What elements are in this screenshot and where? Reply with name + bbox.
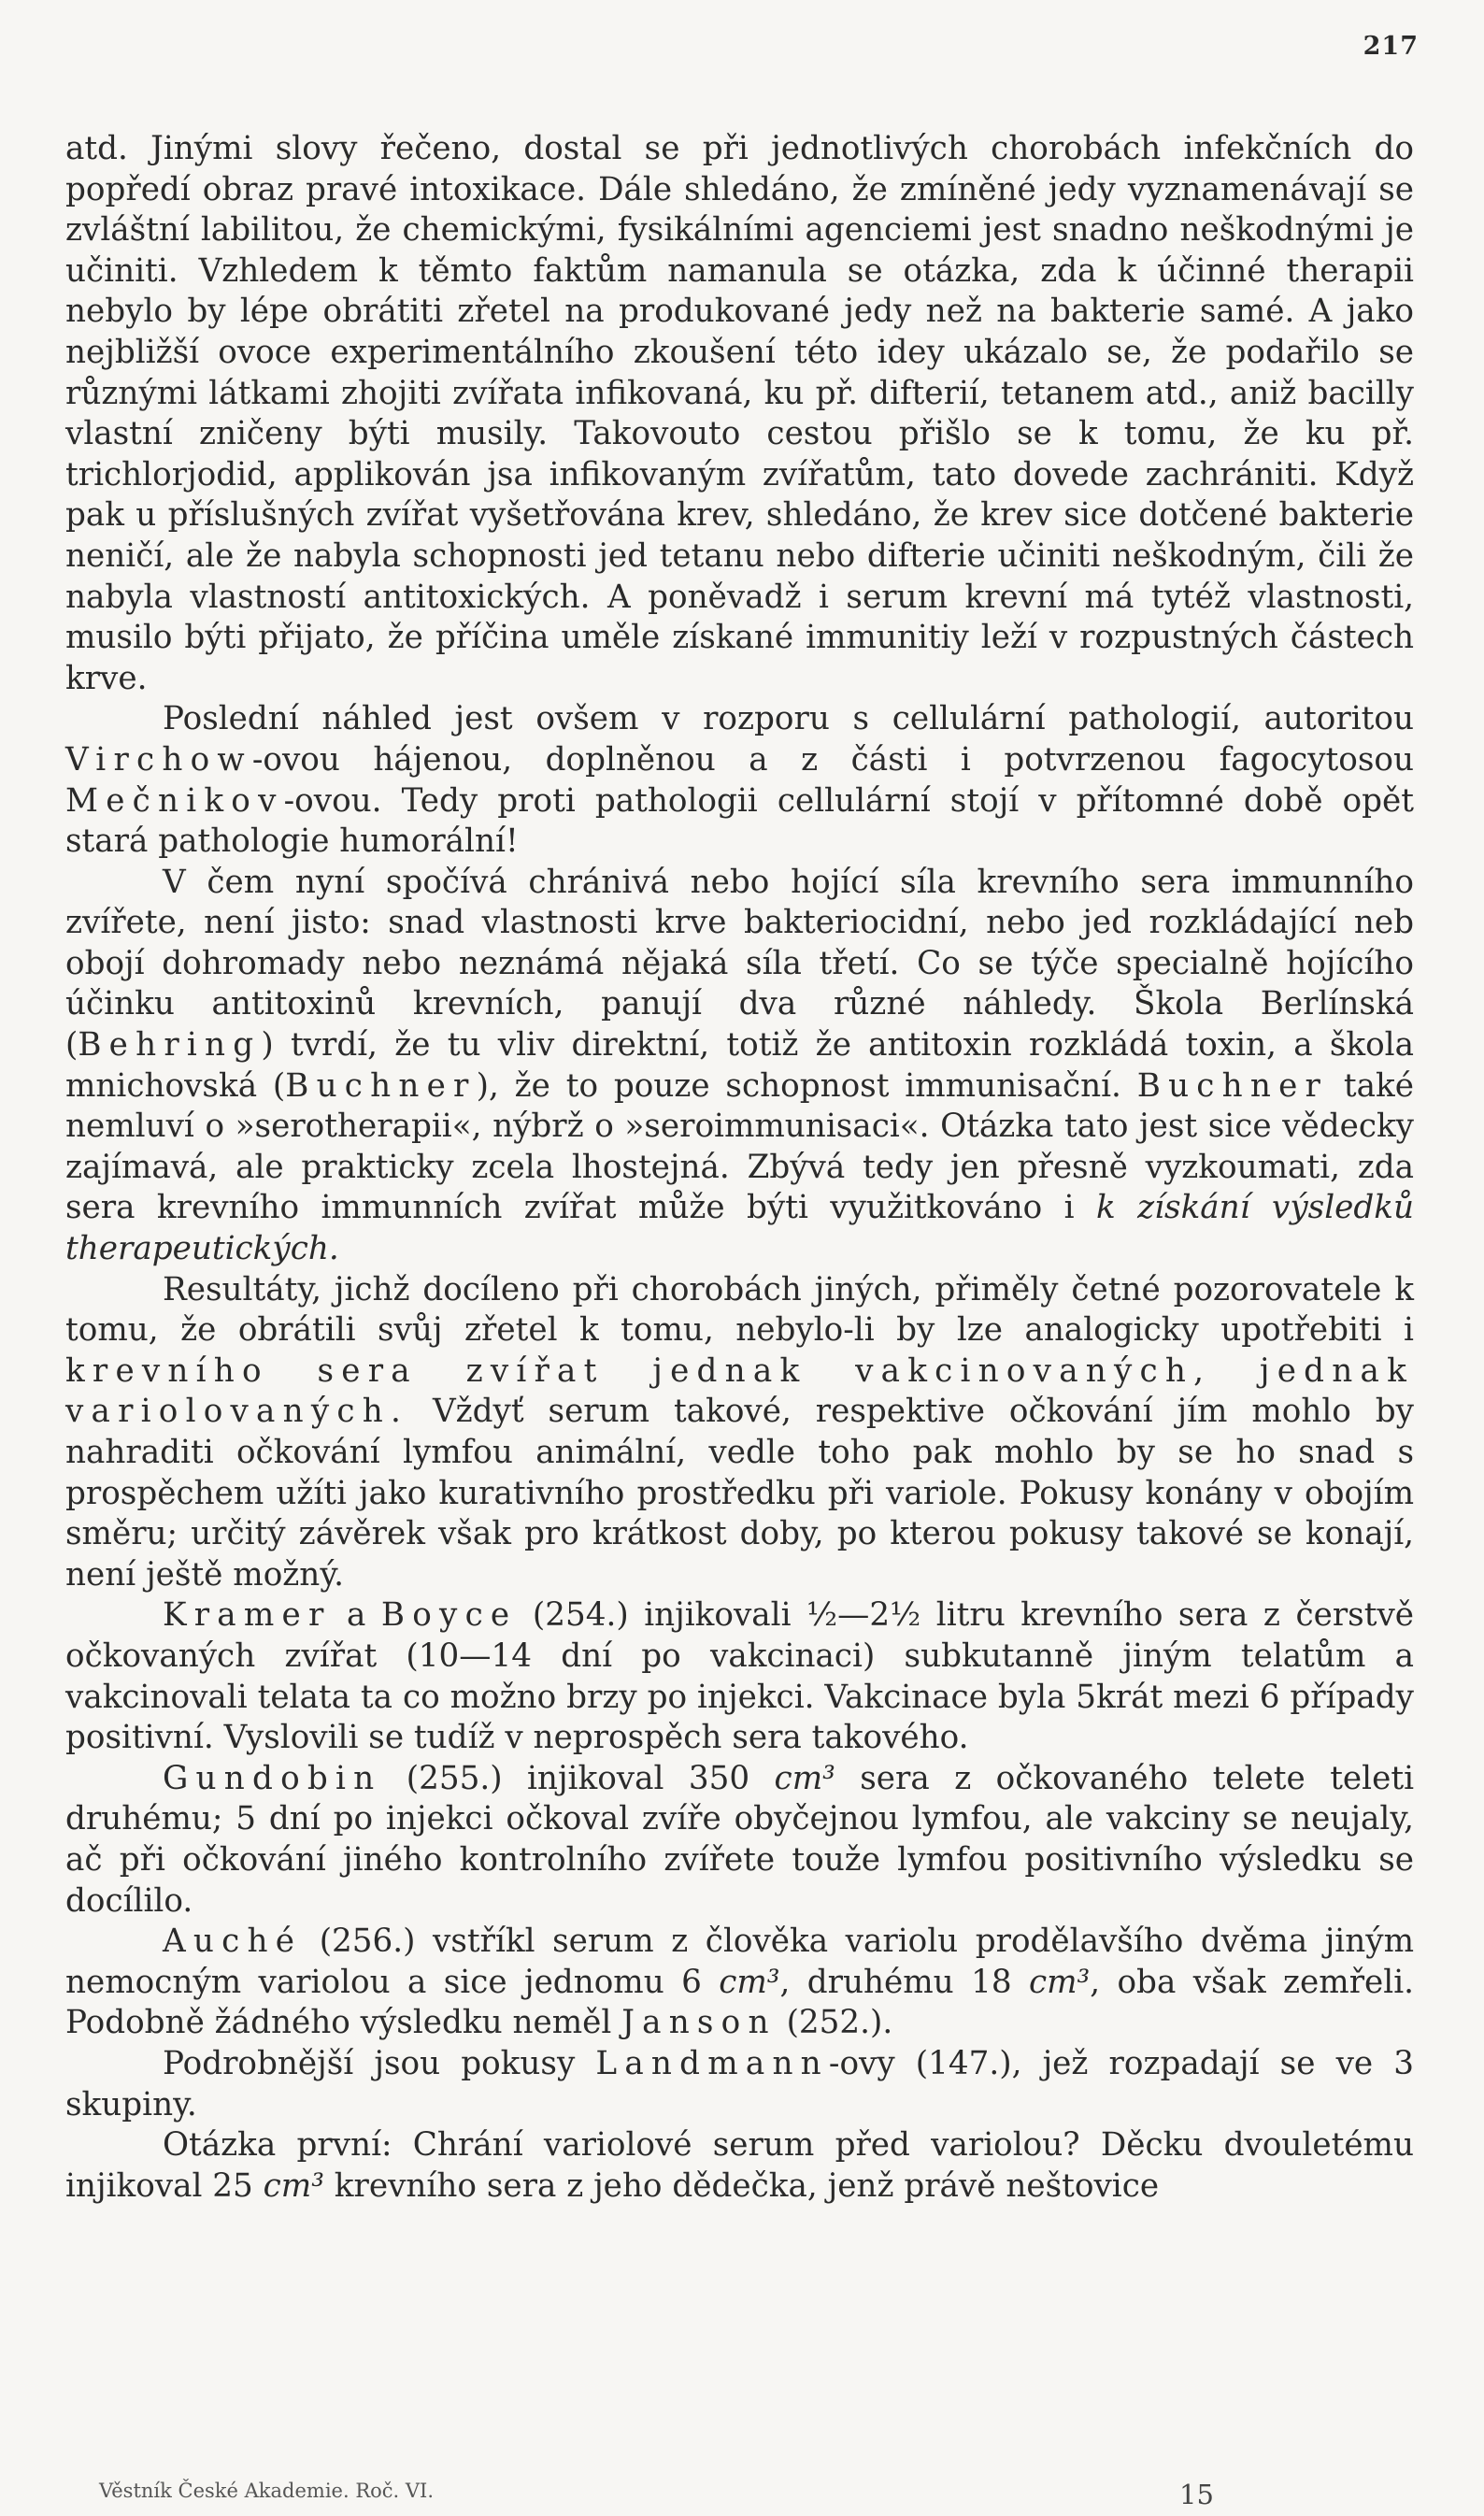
paragraph bbox=[65, 1595, 1414, 1758]
spaced-name: krevního sera zvířat jednak vakcinovaných, jednak variolovaných. bbox=[65, 1351, 1414, 1431]
text-run: ), že to pouze schopnost immunisační. bbox=[476, 1066, 1137, 1105]
paragraph bbox=[65, 2125, 1414, 2207]
paragraph bbox=[65, 2044, 1414, 2125]
paragraph bbox=[65, 863, 1414, 1270]
spaced-name: Gundobin bbox=[163, 1759, 382, 1797]
text-run: a bbox=[331, 1596, 381, 1635]
text-run: (255.) injikoval 350 bbox=[381, 1759, 775, 1797]
journal-footer: Věstník České Akademie. Roč. VI. bbox=[99, 2480, 435, 2502]
italic-text: k získání výsledků therapeutických. bbox=[65, 1189, 1414, 1268]
sheet-number: 15 bbox=[1179, 2479, 1214, 2510]
spaced-name: Kramer bbox=[163, 1596, 332, 1635]
text-run: Resultáty, jichž docíleno při chorobách jiných, přiměly četné pozorovatele k tomu, že obrátili svůj zřetel k tomu, nebylo-li by lze analogicky upotřebiti i bbox=[65, 1270, 1414, 1350]
paragraph bbox=[65, 699, 1414, 862]
paragraph bbox=[65, 1270, 1414, 1596]
spaced-name: Behring bbox=[78, 1026, 262, 1065]
spaced-name: Auché bbox=[163, 1923, 303, 1961]
spaced-name: Virchow bbox=[65, 740, 252, 779]
text-run: krevního sera z jeho dědečka, jenž právě neštovice bbox=[323, 2166, 1160, 2205]
spaced-name: Mečnikov bbox=[65, 781, 284, 820]
text-run: (256.) vstříkl serum z člověka variolu prodělavšího dvěma jiným nemocným variolou a sice jednomu 6 bbox=[65, 1923, 1414, 2001]
body-text bbox=[65, 129, 1414, 2207]
text-run: Otázka první: Chrání variolové serum před variolou? Děcku dvouletému injikoval 25 bbox=[65, 2126, 1414, 2205]
text-run: Poslední náhled jest ovšem v rozporu s cellulární pathologií, autoritou bbox=[163, 700, 1414, 738]
page-number: 217 bbox=[1363, 32, 1419, 61]
text-run: -ovy (147.), jež rozpadají se ve 3 skupiny. bbox=[65, 2044, 1414, 2123]
text-run: -ovou. Tedy proti pathologii cellulární stojí v přítomné době opět stará pathologie humorální! bbox=[65, 781, 1414, 861]
text-run: ) tvrdí, že tu vliv direktní, totiž že antitoxin rozkládá toxin, a škola mnichovská ( bbox=[65, 1026, 1414, 1105]
spaced-name: Boyce bbox=[380, 1596, 518, 1635]
italic-text: cm³ bbox=[774, 1759, 835, 1797]
paragraph bbox=[65, 129, 1414, 699]
text-run: Vždyť serum takové, respektive očkování jím mohlo by nahraditi očkování lymfou animální, vedle toho pak mohlo by se ho snad s prospěchem užíti jako kurativního prostředku při variole. Pokusy konány v obojím směru; určitý závěrek však pro krátkost doby, po kterou pokusy takové se konají, není ještě možný. bbox=[65, 1393, 1414, 1594]
spaced-name: Landmann bbox=[595, 2044, 829, 2082]
text-run: Podrobnější jsou pokusy bbox=[163, 2044, 596, 2082]
text-run: atd. Jinými slovy řečeno, dostal se při jednotlivých chorobách infekčních do popředí obraz pravé intoxikace. Dále shledáno, že zmíněné jedy vyznamenávají se zvláštní labilitou, že chemickými, fysikálními agenciemi jest snadno neškodnými je učiniti. Vzhledem k těmto faktům namanula se otázka, zda k účinné therapii nebylo by lépe obrátiti zřetel na produkované jedy než na bakterie samé. A jako nejbližší ovoce experimentálního zkoušení této idey ukázalo se, že podařilo se různými látkami zhojiti zvířata infikovaná, ku př. difterií, tetanem atd., aniž bacilly vlastní zničeny býti musily. Takovouto cestou přišlo se k tomu, že ku př. trichlorjodid, applikován jsa infikovaným zvířatům, tato dovede zachrániti. Když pak u příslušných zvířat vyšetřována krev, shledáno, že krev sice dotčené bakterie neničí, ale že nabyla schopnosti jed tetanu nebo difterie učiniti neškodným, čili že nabyla vlastností antitoxických. A poněvadž i serum krevní má tytéž vlastnosti, musilo býti přijato, že příčina uměle získané immunitiy leží v rozpustných částech krve. bbox=[65, 130, 1414, 697]
text-run: sera z očkovaného telete teleti druhému; 5 dní po injekci očkoval zvíře obyčejnou lymfou, ale vakciny se neujaly, ač při očkování jiného kontrolního zvířete touže lymfou positivního výsledku se docílilo. bbox=[65, 1759, 1415, 1920]
spaced-name: Buchner bbox=[1136, 1066, 1329, 1105]
italic-text: cm³ bbox=[263, 2166, 324, 2205]
text-run: (254.) injikovali ½—2½ litru krevního sera z čerstvě očkovaných zvířat (10—14 dní po vakcinaci) subkutanně jiným telatům a vakcinovali telata ta co možno brzy po injekci. Vakcinace byla 5krát mezi 6 případy positivní. Vyslovili se tudíž v neprospěch sera takového. bbox=[65, 1596, 1414, 1757]
text-run: , oba však zemřeli. Podobně žádného výsledku neměl bbox=[65, 1963, 1415, 2042]
text-run: -ovou hájenou, doplněnou a z části i potvrzenou fagocytosou bbox=[251, 740, 1414, 779]
spaced-name: Buchner bbox=[285, 1066, 477, 1105]
italic-text: cm³ bbox=[719, 1963, 780, 2001]
spaced-name: Janson bbox=[621, 2004, 777, 2042]
text-run: , druhému 18 bbox=[779, 1963, 1029, 2001]
paragraph bbox=[65, 1922, 1414, 2044]
text-run: (252.). bbox=[776, 2004, 893, 2042]
italic-text: cm³ bbox=[1028, 1963, 1091, 2001]
text-run: V čem nyní spočívá chránivá nebo hojící síla krevního sera immunního zvířete, není jisto: snad vlastnosti krve bakteriocidní, nebo jed rozkládající neb obojí dohromady nebo neznámá nějaká síla třetí. Co se týče specialně hojícího účinku antitoxinů krevních, panují dva různé náhledy. Škola Berlínská ( bbox=[65, 863, 1414, 1065]
text-run: také nemluví o »serotherapii«, nýbrž o »seroimmunisaci«. Otázka tato jest sice vědecky zajímavá, ale prakticky zcela lhostejná. Zbývá tedy jen přesně vyzkoumati, zda sera krevního immunních zvířat může býti využitkováno i bbox=[65, 1066, 1415, 1227]
paragraph bbox=[65, 1759, 1414, 1922]
